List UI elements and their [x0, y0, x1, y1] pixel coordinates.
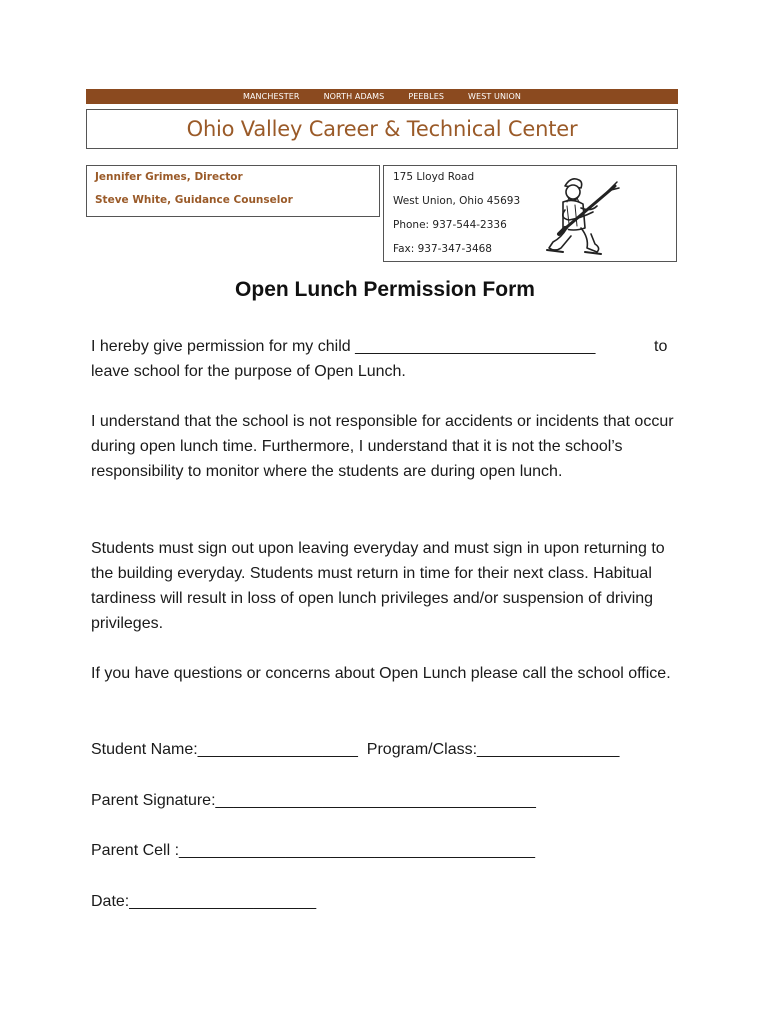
campus-manchester: MANCHESTER: [242, 92, 300, 101]
staff-director: Jennifer Grimes, Director: [95, 171, 243, 183]
responsibility-paragraph: I understand that the school is not responsible for accidents or incidents that occur during open lunch time. Furthermore, I understand that it is not the school’s responsibility to monitor where the students are during open lunch.: [91, 413, 674, 480]
student-program-line: [91, 737, 619, 762]
student-name-label: Student Name:: [91, 741, 198, 758]
date-field[interactable]: _____________________: [129, 893, 317, 910]
parent-cell-field[interactable]: ________________________________________: [179, 842, 535, 859]
campus-north-adams: NORTH ADAMS: [323, 92, 385, 101]
hunter-with-rifle-icon: [541, 172, 623, 260]
permission-line-2: leave school for the purpose of Open Lunch.: [91, 363, 406, 380]
school-name: Ohio Valley Career & Technical Center: [186, 117, 578, 141]
address-phone: Phone: 937-544-2336: [393, 219, 507, 231]
questions-paragraph: If you have questions or concerns about Open Lunch please call the school office.: [91, 665, 671, 682]
parent-signature-label: Parent Signature:: [91, 792, 216, 809]
permission-line-1: [91, 334, 683, 359]
campus-peebles: PEEBLES: [408, 92, 445, 101]
staff-box: [86, 165, 380, 217]
parent-signature-line: [91, 788, 536, 813]
parent-cell-label: Parent Cell :: [91, 842, 180, 859]
permission-text: I hereby give permission for my child: [91, 338, 351, 355]
sign-out-paragraph: Students must sign out upon leaving everyday and must sign in upon returning to the building everyday. Students must return in time for their next class. Habitual tardiness will result in loss of open lunch privileges and/or suspension of driving privileges.: [91, 540, 665, 632]
form-title: Open Lunch Permission Form: [235, 278, 535, 301]
date-line: [91, 889, 316, 914]
school-name-box: [86, 109, 678, 149]
address-city: West Union, Ohio 45693: [393, 195, 521, 207]
campus-bar: [86, 89, 678, 104]
date-label: Date:: [91, 893, 130, 910]
campus-west-union: WEST UNION: [468, 92, 521, 101]
program-class-field[interactable]: ________________: [477, 741, 620, 758]
program-class-label: Program/Class:: [366, 741, 478, 758]
student-name-field[interactable]: __________________: [197, 741, 358, 758]
address-box: [383, 165, 677, 262]
parent-cell-line: [91, 838, 535, 863]
address-fax: Fax: 937-347-3468: [393, 243, 492, 255]
address-street: 175 Lloyd Road: [393, 171, 475, 183]
child-name-blank[interactable]: ___________________________: [355, 338, 596, 355]
permission-to: to: [654, 338, 668, 355]
staff-counselor: Steve White, Guidance Counselor: [95, 194, 293, 206]
parent-signature-field[interactable]: ____________________________________: [215, 792, 536, 809]
